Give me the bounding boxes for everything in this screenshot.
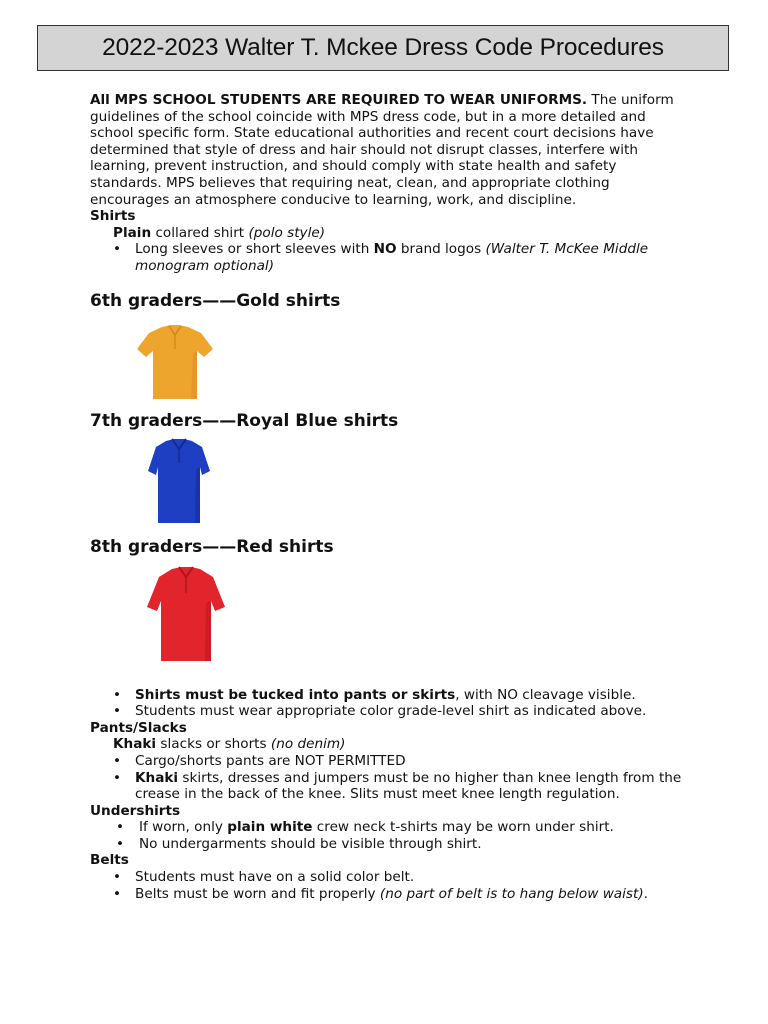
shirts-bullets xyxy=(90,241,690,274)
khaki-text: slacks or shorts xyxy=(156,736,271,753)
bullet-italic: (Walter T. McKee Middle monogram optional) xyxy=(135,241,649,274)
bullet-bold: NO xyxy=(373,241,397,258)
intro-paragraph xyxy=(90,92,690,208)
bullet-italic: (no part of belt is to hang below waist) xyxy=(379,885,644,902)
gold-shirt-image xyxy=(135,323,215,403)
royal-blue-shirt-image xyxy=(146,437,212,527)
bullet-icon: • xyxy=(113,769,122,786)
bullet-text: No undergarments should be visible through shirt. xyxy=(139,835,482,852)
grade-7-heading: 7th graders——Royal Blue shirts xyxy=(90,410,399,431)
bullet-text: brand logos xyxy=(396,241,486,258)
list-item xyxy=(90,770,690,803)
list-item xyxy=(90,819,690,836)
shirts-heading: Shirts xyxy=(90,208,136,225)
bullet-text: skirts, dresses and jumpers must be no higher than knee length from the crease in the back of the knee. Slits must meet knee length regulation. xyxy=(135,769,682,803)
shirts-plain-line xyxy=(113,225,690,242)
belts-bullets xyxy=(90,869,690,902)
pants-khaki-line xyxy=(113,736,690,753)
bullet-icon: • xyxy=(116,835,125,852)
grade-8-heading: 8th graders——Red shirts xyxy=(90,536,334,557)
document-body xyxy=(90,92,690,902)
bullet-text: . xyxy=(643,885,648,902)
bullet-text: Cargo/shorts pants are NOT PERMITTED xyxy=(135,752,406,769)
intro-body: The uniform guidelines of the school coincide with MPS dress code, but in a more detailed and school specific form. State educational authorities and recent court decisions have determined that style of dress and hair should not disrupt classes, interfere with learning, prevent instruction, and should comply with state health and safety standards. MPS believes that requiring neat, clean, and appropriate clothing encourages an atmosphere conducive to learning, work, and discipline. xyxy=(90,92,674,208)
list-item xyxy=(90,836,690,853)
bullet-icon: • xyxy=(113,703,122,720)
bullet-text: , with NO cleavage visible. xyxy=(455,686,636,703)
bullet-icon: • xyxy=(116,819,125,836)
bullet-text: Students must have on a solid color belt. xyxy=(135,869,415,886)
list-item xyxy=(90,241,690,274)
undershirts-bullets xyxy=(90,819,690,852)
page-title: 2022-2023 Walter T. Mckee Dress Code Procedures xyxy=(102,34,664,61)
shirt-rules-list xyxy=(90,687,690,720)
belts-heading: Belts xyxy=(90,852,129,869)
list-item xyxy=(90,753,690,770)
bullet-bold: plain white xyxy=(227,819,313,836)
bullet-icon: • xyxy=(113,885,122,902)
pants-heading: Pants/Slacks xyxy=(90,719,187,736)
list-item xyxy=(90,703,690,720)
list-item xyxy=(90,687,690,704)
bullet-text: crew neck t-shirts may be worn under shirt. xyxy=(312,819,614,836)
plain-bold: Plain xyxy=(113,224,152,241)
bullet-bold: Khaki xyxy=(135,769,179,786)
list-item xyxy=(90,869,690,886)
grade-6-heading: 6th graders——Gold shirts xyxy=(90,290,341,311)
title-box xyxy=(37,25,729,71)
plain-text: collared shirt xyxy=(151,224,249,241)
bullet-icon: • xyxy=(113,686,122,703)
undershirts-heading: Undershirts xyxy=(90,802,181,819)
bullet-text: Students must wear appropriate color grade-level shirt as indicated above. xyxy=(135,703,647,720)
bullet-bold: Shirts must be tucked into pants or skirts xyxy=(135,686,456,703)
list-item xyxy=(90,886,690,903)
khaki-bold: Khaki xyxy=(113,736,157,753)
bullet-text: If worn, only xyxy=(139,819,228,836)
bullet-icon: • xyxy=(113,241,122,258)
bullet-text: Belts must be worn and fit properly xyxy=(135,885,380,902)
pants-bullets xyxy=(90,753,690,803)
red-shirt-image xyxy=(145,565,227,665)
bullet-icon: • xyxy=(113,752,122,769)
plain-italic: (polo style) xyxy=(248,224,326,241)
bullet-text: Long sleeves or short sleeves with xyxy=(135,241,374,258)
bullet-icon: • xyxy=(113,869,122,886)
khaki-italic: (no denim) xyxy=(270,736,346,753)
intro-lead: All MPS SCHOOL STUDENTS ARE REQUIRED TO WEAR UNIFORMS. xyxy=(90,92,588,108)
